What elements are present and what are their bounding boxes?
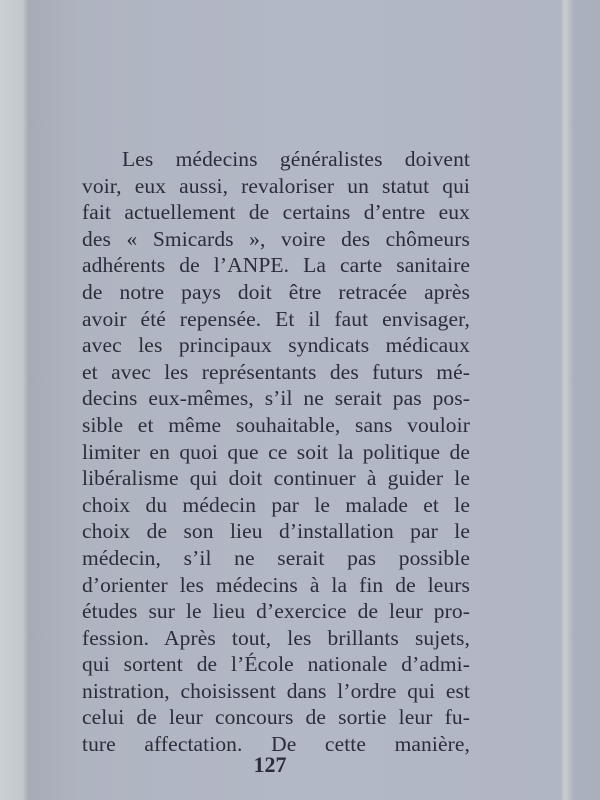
- text-line: adhérents de l’ANPE. La carte sanitaire: [82, 253, 470, 278]
- text-line: médecin, s’il ne serait pas possible: [82, 545, 470, 570]
- text-line: fait actuellement de certains d’entre eux: [82, 200, 470, 225]
- text-line: et avec les représentants des futurs mé-: [82, 359, 470, 384]
- text-line: nistration, choisissent dans l’ordre qui est: [82, 678, 470, 703]
- text-line: avec les principaux syndicats médicaux: [82, 333, 470, 358]
- text-line: choix de son lieu d’installation par le: [82, 519, 470, 544]
- page-stack-edge: [562, 0, 600, 800]
- text-line: qui sortent de l’École nationale d’admi-: [82, 652, 470, 677]
- text-line: d’orienter les médecins à la fin de leurs: [82, 572, 470, 597]
- text-line: choix du médecin par le malade et le: [82, 492, 470, 517]
- text-line: celui de leur concours de sortie leur fu-: [82, 705, 470, 730]
- text-line: limiter en quoi que ce soit la politique de: [82, 439, 470, 464]
- body-paragraph: [82, 146, 470, 758]
- text-line: avoir été repensée. Et il faut envisager,: [82, 306, 470, 331]
- text-line: decins eux-mêmes, s’il ne serait pas pos-: [82, 386, 470, 411]
- facing-page-edge: [0, 0, 28, 800]
- text-line: libéralisme qui doit continuer à guider le: [82, 466, 470, 491]
- text-line: fession. Après tout, les brillants sujets,: [82, 625, 470, 650]
- text-line: des « Smicards », voire des chômeurs: [82, 226, 470, 251]
- text-line: voir, eux aussi, revaloriser un statut qui: [82, 173, 470, 198]
- text-line: études sur le lieu d’exercice de leur pro-: [82, 599, 470, 624]
- text-line: ture affectation. De cette manière,: [82, 732, 470, 757]
- page-number: 127: [253, 752, 287, 777]
- text-line: de notre pays doit être retracée après: [82, 279, 470, 304]
- text-line: Les médecins généralistes doivent: [122, 147, 470, 171]
- text-line: sible et même souhaitable, sans vouloir: [82, 412, 470, 437]
